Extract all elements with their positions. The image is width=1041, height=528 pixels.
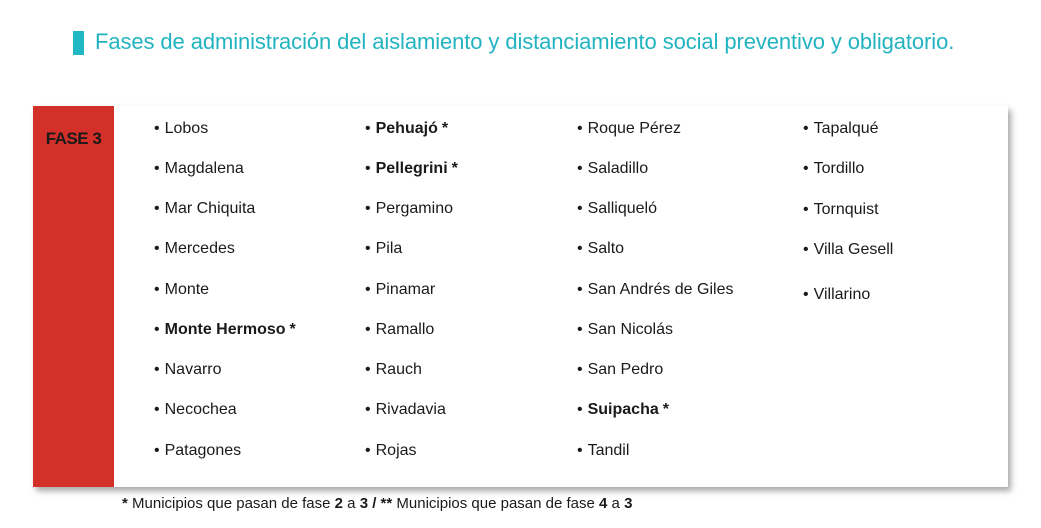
footnote-to-2: 3 [624,495,633,512]
municipality-name: Tornquist [813,201,879,218]
footnote-mark-2: ** [380,495,393,512]
bullet-icon: • [803,160,809,177]
bullet-icon: • [577,120,583,137]
list-item [577,118,681,140]
municipality-name: Rivadavia [375,401,446,418]
list-item [154,319,296,341]
bullet-icon: • [154,200,160,217]
list-item [365,359,422,381]
list-item [154,158,244,180]
municipality-name: San Andrés de Giles [587,281,734,298]
phase-change-mark: * [289,321,296,338]
bullet-icon: • [365,361,371,378]
municipality-name: Navarro [164,361,222,378]
bullet-icon: • [577,240,583,257]
municipality-name: Lobos [164,120,209,137]
bullet-icon: • [803,286,809,303]
municipality-name: Rauch [375,361,422,378]
municipality-name: Tordillo [813,160,865,177]
phase-change-mark: * [441,120,449,137]
municipality-name: Necochea [164,401,237,418]
list-item [577,158,648,180]
list-item [803,199,879,221]
municipality-name: Roque Pérez [587,120,681,137]
list-item [803,118,879,140]
list-item [154,440,241,462]
bullet-icon: • [365,160,371,177]
phase-card [33,106,1008,487]
footnote-text-2: Municipios que pasan de fase [392,495,600,512]
municipality-name: Villarino [813,286,871,303]
list-item [365,158,458,180]
list-item [577,198,657,220]
list-item [803,239,893,261]
list-item [365,399,446,421]
municipality-name: Mar Chiquita [164,200,256,217]
municipality-name: San Nicolás [587,321,673,338]
footnote-from-2: 4 [599,495,608,512]
list-item [365,279,435,301]
bullet-icon: • [577,361,583,378]
list-item [154,198,255,220]
bullet-icon: • [803,241,809,258]
list-item [577,399,669,421]
bullet-icon: • [577,281,583,298]
footnote-mark-1: * [122,495,128,512]
list-item [154,238,235,260]
bullet-icon: • [154,120,160,137]
list-item [365,440,417,462]
footnote-from-1: 2 [334,495,343,512]
municipality-name: Monte [164,281,210,298]
list-item [577,359,663,381]
list-item [154,118,208,140]
bullet-icon: • [154,321,160,338]
municipality-name: Monte Hermoso [164,321,286,338]
phase-band [33,106,114,487]
bullet-icon: • [803,120,809,137]
footnote-text-1: Municipios que pasan de fase [127,495,335,512]
bullet-icon: • [365,120,371,137]
list-item [577,238,624,260]
bullet-icon: • [365,442,371,459]
page-title: Fases de administración del aislamiento y distanciamiento social preventivo y obligatorio. [95,29,955,54]
municipality-name: Tapalqué [813,120,879,137]
municipality-name: Salliqueló [587,200,657,217]
bullet-icon: • [365,401,371,418]
municipality-name: Pila [375,240,403,257]
municipality-name: Magdalena [164,160,244,177]
footnote-to-1: 3 [359,495,369,512]
bullet-icon: • [365,281,371,298]
bullet-icon: • [365,200,371,217]
list-item [154,399,237,421]
list-item [803,284,870,306]
bullet-icon: • [577,442,583,459]
footnote [122,495,632,512]
bullet-icon: • [365,240,371,257]
municipality-name: Suipacha [587,401,659,418]
bullet-icon: • [803,201,809,218]
footnote-a-1: a [343,495,360,512]
bullet-icon: • [577,321,583,338]
bullet-icon: • [577,160,583,177]
list-item [577,319,673,341]
municipality-name: Mercedes [164,240,235,257]
municipality-name: Tandil [587,442,630,459]
municipality-name: Patagones [164,442,242,459]
list-item [803,158,864,180]
list-item [365,198,453,220]
title-accent-bar [73,31,84,55]
municipality-name: Ramallo [375,321,435,338]
list-item [365,238,402,260]
bullet-icon: • [577,401,583,418]
municipality-name: Saladillo [587,160,649,177]
phase-change-mark: * [451,160,458,177]
municipality-name: Pellegrini [375,160,448,177]
municipality-name: San Pedro [587,361,664,378]
bullet-icon: • [154,361,160,378]
municipality-name: Pehuajó [375,120,438,137]
list-item [154,359,222,381]
bullet-icon: • [154,240,160,257]
bullet-icon: • [154,401,160,418]
municipality-name: Pinamar [375,281,436,298]
phase-change-mark: * [662,401,669,418]
list-item [154,279,209,301]
bullet-icon: • [154,160,160,177]
municipality-name: Salto [587,240,625,257]
list-item [365,319,434,341]
bullet-icon: • [154,281,160,298]
footnote-separator: / [368,495,381,512]
phase-label: FASE 3 [45,129,102,148]
bullet-icon: • [154,442,160,459]
list-item [365,118,448,140]
municipality-name: Villa Gesell [813,241,894,258]
bullet-icon: • [577,200,583,217]
bullet-icon: • [365,321,371,338]
footnote-a-2: a [607,495,625,512]
municipality-name: Rojas [375,442,417,459]
list-item [577,440,629,462]
municipality-name: Pergamino [375,200,453,217]
list-item [577,279,733,301]
